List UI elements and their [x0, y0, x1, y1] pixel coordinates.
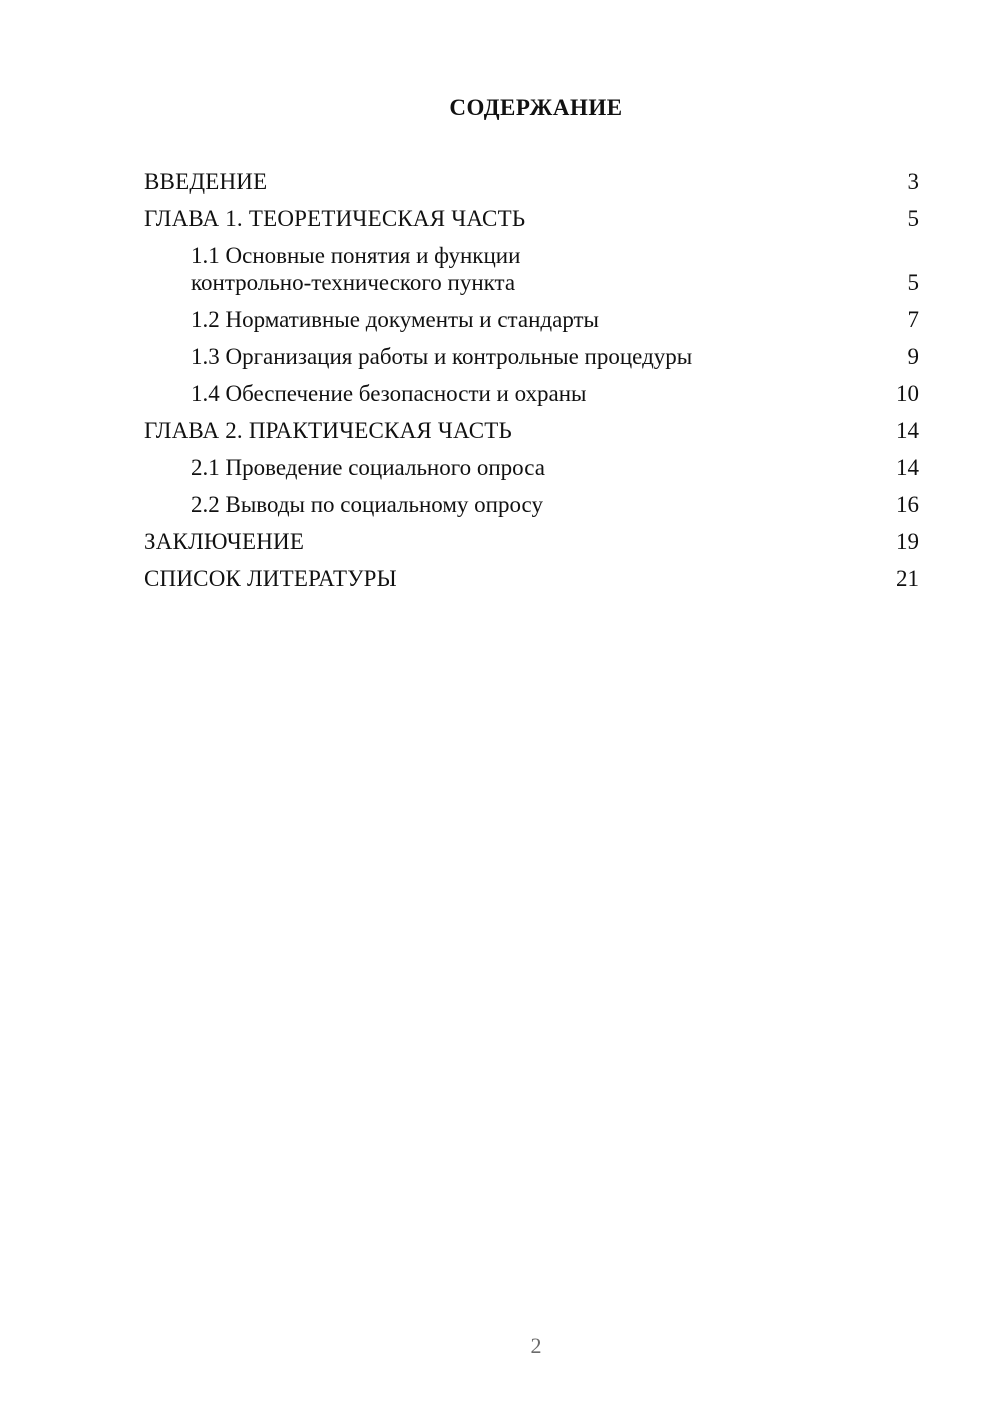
- toc-entry-section-1-1: [144, 242, 919, 296]
- table-of-contents: [144, 168, 919, 602]
- toc-entry-page: 5: [907, 206, 919, 231]
- toc-entry-introduction: [144, 168, 919, 195]
- toc-entry-label: ГЛАВА 1. ТЕОРЕТИЧЕСКАЯ ЧАСТЬ: [144, 206, 526, 231]
- toc-entry-page: 9: [907, 344, 919, 369]
- toc-entry-label: 2.1 Проведение социального опроса: [191, 455, 545, 480]
- toc-entry-page: 5: [907, 270, 919, 295]
- toc-entry-label: 1.2 Нормативные документы и стандарты: [191, 307, 600, 332]
- toc-entry-section-1-4: [144, 380, 919, 407]
- page-number: 2: [530, 1333, 542, 1358]
- toc-entry-section-2-1: [144, 454, 919, 481]
- toc-entry-chapter-1: [144, 205, 919, 232]
- toc-entry-label: 1.3 Организация работы и контрольные процедуры: [191, 344, 693, 369]
- toc-entry-label: 2.2 Выводы по социальному опросу: [191, 492, 543, 517]
- toc-entry-page: 16: [896, 492, 919, 517]
- toc-entry-page: 7: [907, 307, 919, 332]
- toc-entry-section-1-2: [144, 306, 919, 333]
- toc-entry-page: 14: [896, 418, 919, 443]
- toc-entry-section-1-3: [144, 343, 919, 370]
- toc-entry-label: ВВЕДЕНИЕ: [144, 169, 268, 194]
- page-title: СОДЕРЖАНИЕ: [449, 95, 623, 120]
- toc-entry-page: 14: [896, 455, 919, 480]
- toc-entry-references: [144, 565, 919, 592]
- toc-entry-page: 10: [896, 381, 919, 406]
- toc-entry-page: 3: [907, 169, 919, 194]
- toc-entry-conclusion: [144, 528, 919, 555]
- toc-entry-label: 1.1 Основные понятия и функции контрольно-технического пункта: [191, 243, 521, 295]
- toc-entry-label: СПИСОК ЛИТЕРАТУРЫ: [144, 566, 397, 591]
- toc-entry-page: 19: [896, 529, 919, 554]
- toc-entry-label: 1.4 Обеспечение безопасности и охраны: [191, 381, 587, 406]
- toc-entry-chapter-2: [144, 417, 919, 444]
- toc-entry-section-2-2: [144, 491, 919, 518]
- toc-entry-label: ГЛАВА 2. ПРАКТИЧЕСКАЯ ЧАСТЬ: [144, 418, 512, 443]
- toc-entry-label: ЗАКЛЮЧЕНИЕ: [144, 529, 305, 554]
- toc-entry-page: 21: [896, 566, 919, 591]
